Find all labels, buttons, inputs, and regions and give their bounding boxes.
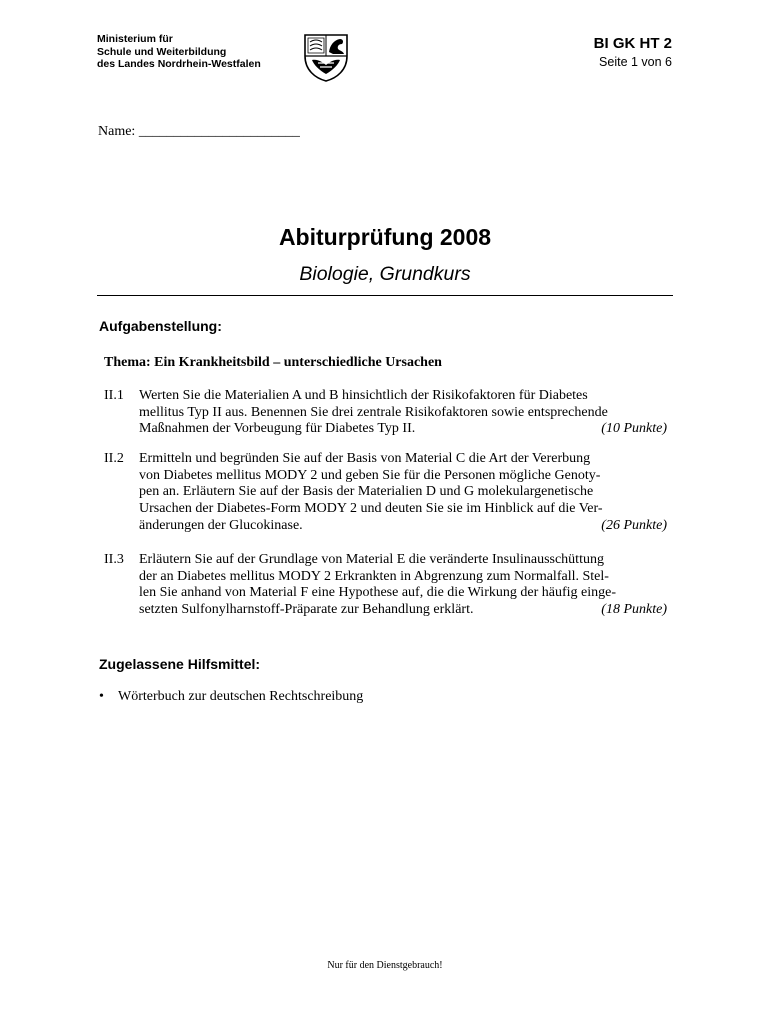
task-line: setzten Sulfonylharnstoff-Präparate zur Behandlung erklärt. [139,602,474,618]
name-field: Name: _______________________ [98,124,300,139]
task-item [104,451,667,535]
bullet-icon: • [99,689,104,704]
task-line: von Diabetes mellitus MODY 2 und geben Sie für die Personen mögliche Genoty- [139,467,601,483]
task-number: II.1 [104,388,124,403]
aid-label: Wörterbuch zur deutschen Rechtschreibung [118,689,364,704]
ministry-line: Schule und Weiterbildung [97,45,227,58]
nrw-crest-icon [300,32,352,82]
exam-code: BI GK HT 2 [593,35,672,52]
task-points: (26 Punkte) [601,517,667,533]
page-title: Abiturprüfung 2008 [278,224,492,250]
task-line: mellitus Typ II aus. Benennen Sie drei zentrale Risikofaktoren sowie entsprechende [139,404,608,420]
task-text [139,388,667,438]
task-item [104,388,667,438]
list-item [99,689,363,705]
ministry-line: des Landes Nordrhein-Westfalen [97,58,261,70]
task-line: der an Diabetes mellitus MODY 2 Erkrankten in Abgrenzung zum Normalfall. Stel- [139,568,609,584]
task-number: II.3 [104,552,124,567]
title-divider [97,295,673,296]
task-number: II.2 [104,451,124,466]
ministry-line: Ministerium für [97,33,173,45]
ministry-name [97,33,261,71]
task-text [139,451,667,535]
task-line: len Sie anhand von Material F eine Hypothese auf, die die Wirkung der häufig einge- [139,585,616,601]
task-line: Ursachen der Diabetes-Form MODY 2 und deuten Sie sie im Hinblick auf die Ver- [139,501,603,517]
task-line: pen an. Erläutern Sie auf der Basis der Materialien D und G molekulargenetische [139,484,594,500]
task-line: Ermitteln und begründen Sie auf der Basis von Material C die Art der Vererbung [139,451,591,466]
page-subtitle: Biologie, Grundkurs [299,263,471,285]
task-points: (10 Punkte) [601,421,667,437]
task-line: Erläutern Sie auf der Grundlage von Material E die veränderte Insulinausschüttung [139,552,604,567]
footer-note: Nur für den Dienstgebrauch! [327,960,443,971]
task-item [104,552,667,619]
section-heading-tasks: Aufgabenstellung: [99,318,222,334]
theme-heading: Thema: Ein Krankheitsbild – unterschiedliche Ursachen [104,355,442,370]
section-heading-aids: Zugelassene Hilfsmittel: [99,656,261,672]
task-points: (18 Punkte) [601,602,667,618]
page-info: Seite 1 von 6 [599,55,672,69]
task-line: Maßnahmen der Vorbeugung für Diabetes Typ II. [139,421,416,437]
task-line: Werten Sie die Materialien A und B hinsichtlich der Risikofaktoren für Diabetes [139,388,588,403]
task-line: änderungen der Glucokinase. [139,517,303,533]
task-text [139,552,667,619]
